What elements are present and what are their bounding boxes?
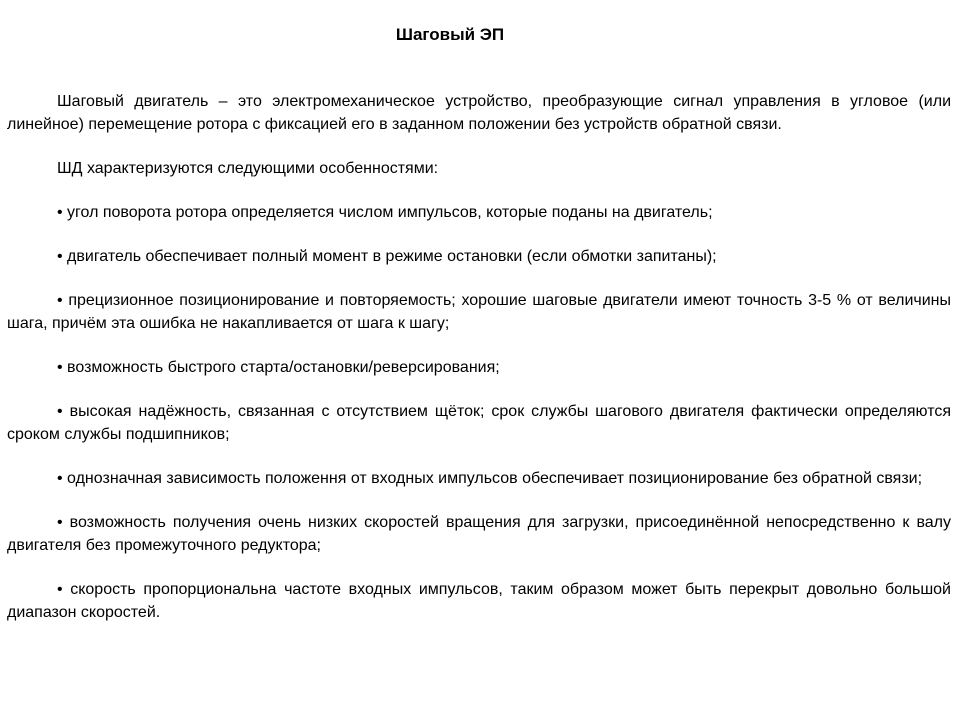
definition-paragraph: Шаговый двигатель – это электромеханическое устройство, преобразующие сигнал управления в угловое (или линейное) перемещение ротора с фиксацией его в заданном положении без устройств обратной связи. xyxy=(7,93,951,133)
features-intro: ШД характеризуются следующими особенностями: xyxy=(57,160,439,177)
slide-title: Шаговый ЭП xyxy=(395,25,505,44)
feature-item-holding-torque: • двигатель обеспечивает полный момент в режиме остановки (если обмотки запитаны); xyxy=(57,248,717,265)
feature-item-speed-range: • скорость пропорциональна частоте входных импульсов, таким образом может быть перекрыт довольно большой диапазон скоростей. xyxy=(7,581,951,621)
feature-item-low-speed: • возможность получения очень низких скоростей вращения для загрузки, присоединённой непосредственно к валу двигателя без промежуточного редуктора; xyxy=(7,514,951,554)
feature-item-precision: • прецизионное позиционирование и повторяемость; хорошие шаговые двигатели имеют точность 3-5 % от величины шага, причём эта ошибка не накапливается от шага к шагу; xyxy=(7,292,951,332)
feature-item-rotation-angle: • угол поворота ротора определяется числом импульсов, которые поданы на двигатель; xyxy=(57,204,713,221)
slide-content xyxy=(7,90,951,645)
feature-item-open-loop: • однозначная зависимость положення от входных импульсов обеспечивает позиционирование без обратной связи; xyxy=(57,470,923,487)
feature-item-reliability: • высокая надёжность, связанная с отсутствием щёток; срок службы шагового двигателя фактически определяются сроком службы подшипников; xyxy=(7,403,951,443)
feature-item-fast-start: • возможность быстрого старта/остановки/реверсирования; xyxy=(57,359,500,376)
